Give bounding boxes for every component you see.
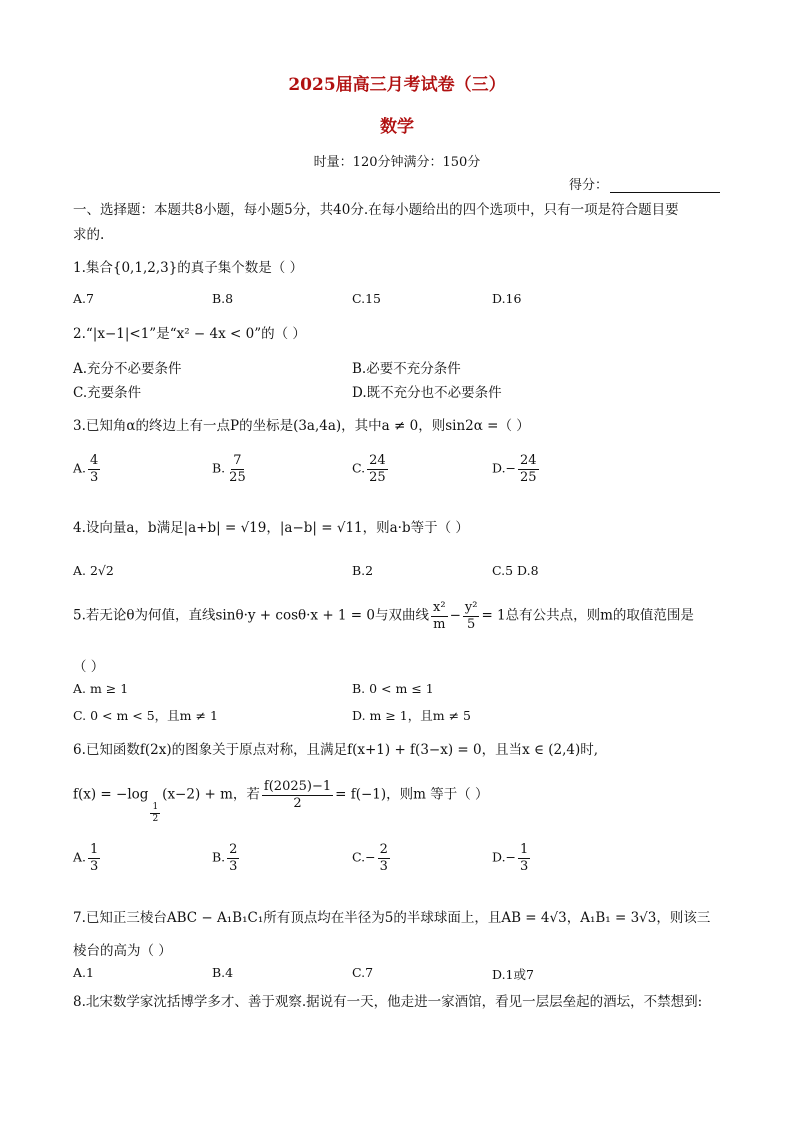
q3-option-c-fraction [367, 454, 388, 484]
q6-option-c-num: 2 [379, 842, 388, 857]
q5-fraction-y-den: 5 [467, 616, 476, 632]
q6-option-a-prefix: A. [73, 849, 87, 865]
question-7-stem-line2: 棱台的高为（ ） [73, 943, 172, 959]
q2-option-a: A.充分不必要条件 [73, 361, 182, 377]
q4-option-a: A. 2√2 [73, 563, 114, 578]
q3-option-b [212, 454, 250, 484]
question-8-stem-line1: 8.北宋数学家沈括博学多才、善于观察.据说有一天，他走进一家酒馆，看见一层层垒起的酒坛，不禁想到: [73, 994, 703, 1010]
question-6-stem-line1: 6.已知函数f(2x)的图象关于原点对称，且满足f(x+1) + f(3−x) = 0，且当x ∈ (2,4)时, [73, 742, 599, 758]
q3-option-a-fraction [88, 454, 100, 484]
q6-option-c [352, 843, 392, 873]
question-2-stem: 2.“|x−1|<1”是“x² − 4x < 0”的（ ） [73, 326, 306, 342]
time-info: 时量：120分钟满分：150分 [313, 155, 481, 170]
q6-option-a [73, 843, 102, 873]
exam-title: 2025届高三月考试卷（三） [288, 75, 506, 95]
q3-option-c-den: 25 [369, 469, 386, 485]
q3-option-d-num: 24 [520, 453, 537, 468]
q5-minus: − [449, 607, 461, 624]
q6-option-c-prefix: C.− [352, 849, 376, 865]
question-7-stem-line1: 7.已知正三棱台ABC − A₁B₁C₁所有顶点均在半径为5的半球球面上，且AB = 4√3，A₁B₁ = 3√3，则该三 [73, 910, 711, 926]
score-blank-line [610, 179, 720, 193]
q4-option-b: B.2 [352, 563, 374, 578]
q5-fraction-x-num: x² [433, 600, 446, 615]
score-field [569, 174, 720, 193]
q6-option-b-num: 2 [229, 842, 238, 857]
q2-option-b: B.必要不充分条件 [352, 361, 461, 377]
q1-option-d: D.16 [492, 291, 522, 306]
question-4-stem: 4.设向量a，b满足|a+b| = √19，|a−b| = √11，则a·b等于（ ） [73, 520, 469, 536]
q6-option-d [492, 843, 532, 873]
q5-answer-paren: （ ） [73, 659, 105, 675]
question-5-stem [73, 601, 694, 631]
q5-stem-post: = 1总有公共点，则m的取值范围是 [481, 607, 694, 624]
question-1-stem: 1.集合{0,1,2,3}的真子集个数是（ ） [73, 260, 304, 276]
q6-option-d-prefix: D.− [492, 849, 517, 865]
q3-option-c [352, 454, 390, 484]
q5-fraction-y [463, 601, 480, 631]
q5-fraction-x [431, 601, 448, 631]
q3-option-c-num: 24 [369, 453, 386, 468]
q6-line2-mid: (x−2) + m，若 [162, 786, 260, 803]
q3-option-b-num: 7 [233, 453, 242, 468]
q6-option-c-den: 3 [379, 858, 388, 874]
q7-option-c: C.7 [352, 965, 374, 980]
q6-option-d-den: 3 [520, 858, 529, 874]
question-3-stem: 3.已知角α的终边上有一点P的坐标是(3a,4a)，其中a ≠ 0，则sin2α =（ ） [73, 418, 530, 434]
q5-option-d: D. m ≥ 1，且m ≠ 5 [352, 708, 471, 723]
q5-option-c: C. 0 < m < 5，且m ≠ 1 [73, 708, 218, 723]
q3-option-a-prefix: A. [73, 460, 87, 476]
q3-option-a-num: 4 [90, 453, 99, 468]
q6-option-c-fraction [378, 843, 390, 873]
q3-option-b-prefix: B. [212, 460, 226, 476]
q3-option-b-den: 25 [229, 469, 246, 485]
q6-log-base-num: 1 [150, 803, 160, 814]
q2-option-d: D.既不充分也不必要条件 [352, 385, 502, 401]
subject-heading: 数学 [380, 117, 414, 137]
q3-option-a [73, 454, 102, 484]
q2-option-c: C.充要条件 [73, 385, 142, 401]
q6-option-b-prefix: B. [212, 849, 226, 865]
q6-line2-pre: f(x) = −log [73, 786, 149, 803]
q5-fraction-y-num: y² [464, 600, 478, 615]
q3-option-d-prefix: D.− [492, 460, 517, 476]
q6-option-a-num: 1 [90, 842, 99, 857]
q6-option-a-den: 3 [90, 858, 99, 874]
q6-option-b-den: 3 [229, 858, 238, 874]
q4-option-cd: C.5 D.8 [492, 563, 539, 578]
q5-option-b: B. 0 < m ≤ 1 [352, 681, 434, 696]
q6-option-b-fraction [227, 843, 239, 873]
q3-option-d [492, 454, 541, 484]
q5-option-a: A. m ≥ 1 [73, 681, 129, 696]
q6-option-d-num: 1 [520, 842, 529, 857]
q6-log-base [150, 803, 160, 825]
q6-fraction-den: 2 [293, 795, 302, 811]
q6-option-d-fraction [518, 843, 530, 873]
q7-option-a: A.1 [73, 965, 94, 980]
q7-option-b: B.4 [212, 965, 234, 980]
q3-option-a-den: 3 [90, 469, 99, 485]
q1-option-b: B.8 [212, 291, 234, 306]
q5-fraction-x-den: m [433, 616, 446, 632]
section-intro-line2: 求的. [73, 227, 105, 243]
question-6-stem-line2 [73, 780, 489, 825]
q6-fraction-num: f(2025)−1 [263, 779, 332, 794]
q6-log-base-den: 2 [152, 814, 159, 825]
q6-option-b [212, 843, 241, 873]
q7-option-d: D.1或7 [492, 967, 534, 982]
q5-stem-pre: 5.若无论θ为何值，直线sinθ·y + cosθ·x + 1 = 0与双曲线 [73, 607, 430, 624]
section-intro-line1: 一、选择题：本题共8小题，每小题5分，共40分.在每小题给出的四个选项中，只有一项是符合题目要 [73, 202, 679, 218]
q3-option-d-den: 25 [520, 469, 537, 485]
q3-option-b-fraction [227, 454, 248, 484]
q1-option-a: A.7 [73, 291, 94, 306]
q6-fraction [262, 780, 333, 810]
q3-option-c-prefix: C. [352, 460, 366, 476]
q6-option-a-fraction [88, 843, 100, 873]
q1-option-c: C.15 [352, 291, 381, 306]
q3-option-d-fraction [518, 454, 539, 484]
q6-line2-post: = f(−1)，则m 等于（ ） [335, 786, 489, 803]
score-label: 得分： [569, 178, 609, 193]
